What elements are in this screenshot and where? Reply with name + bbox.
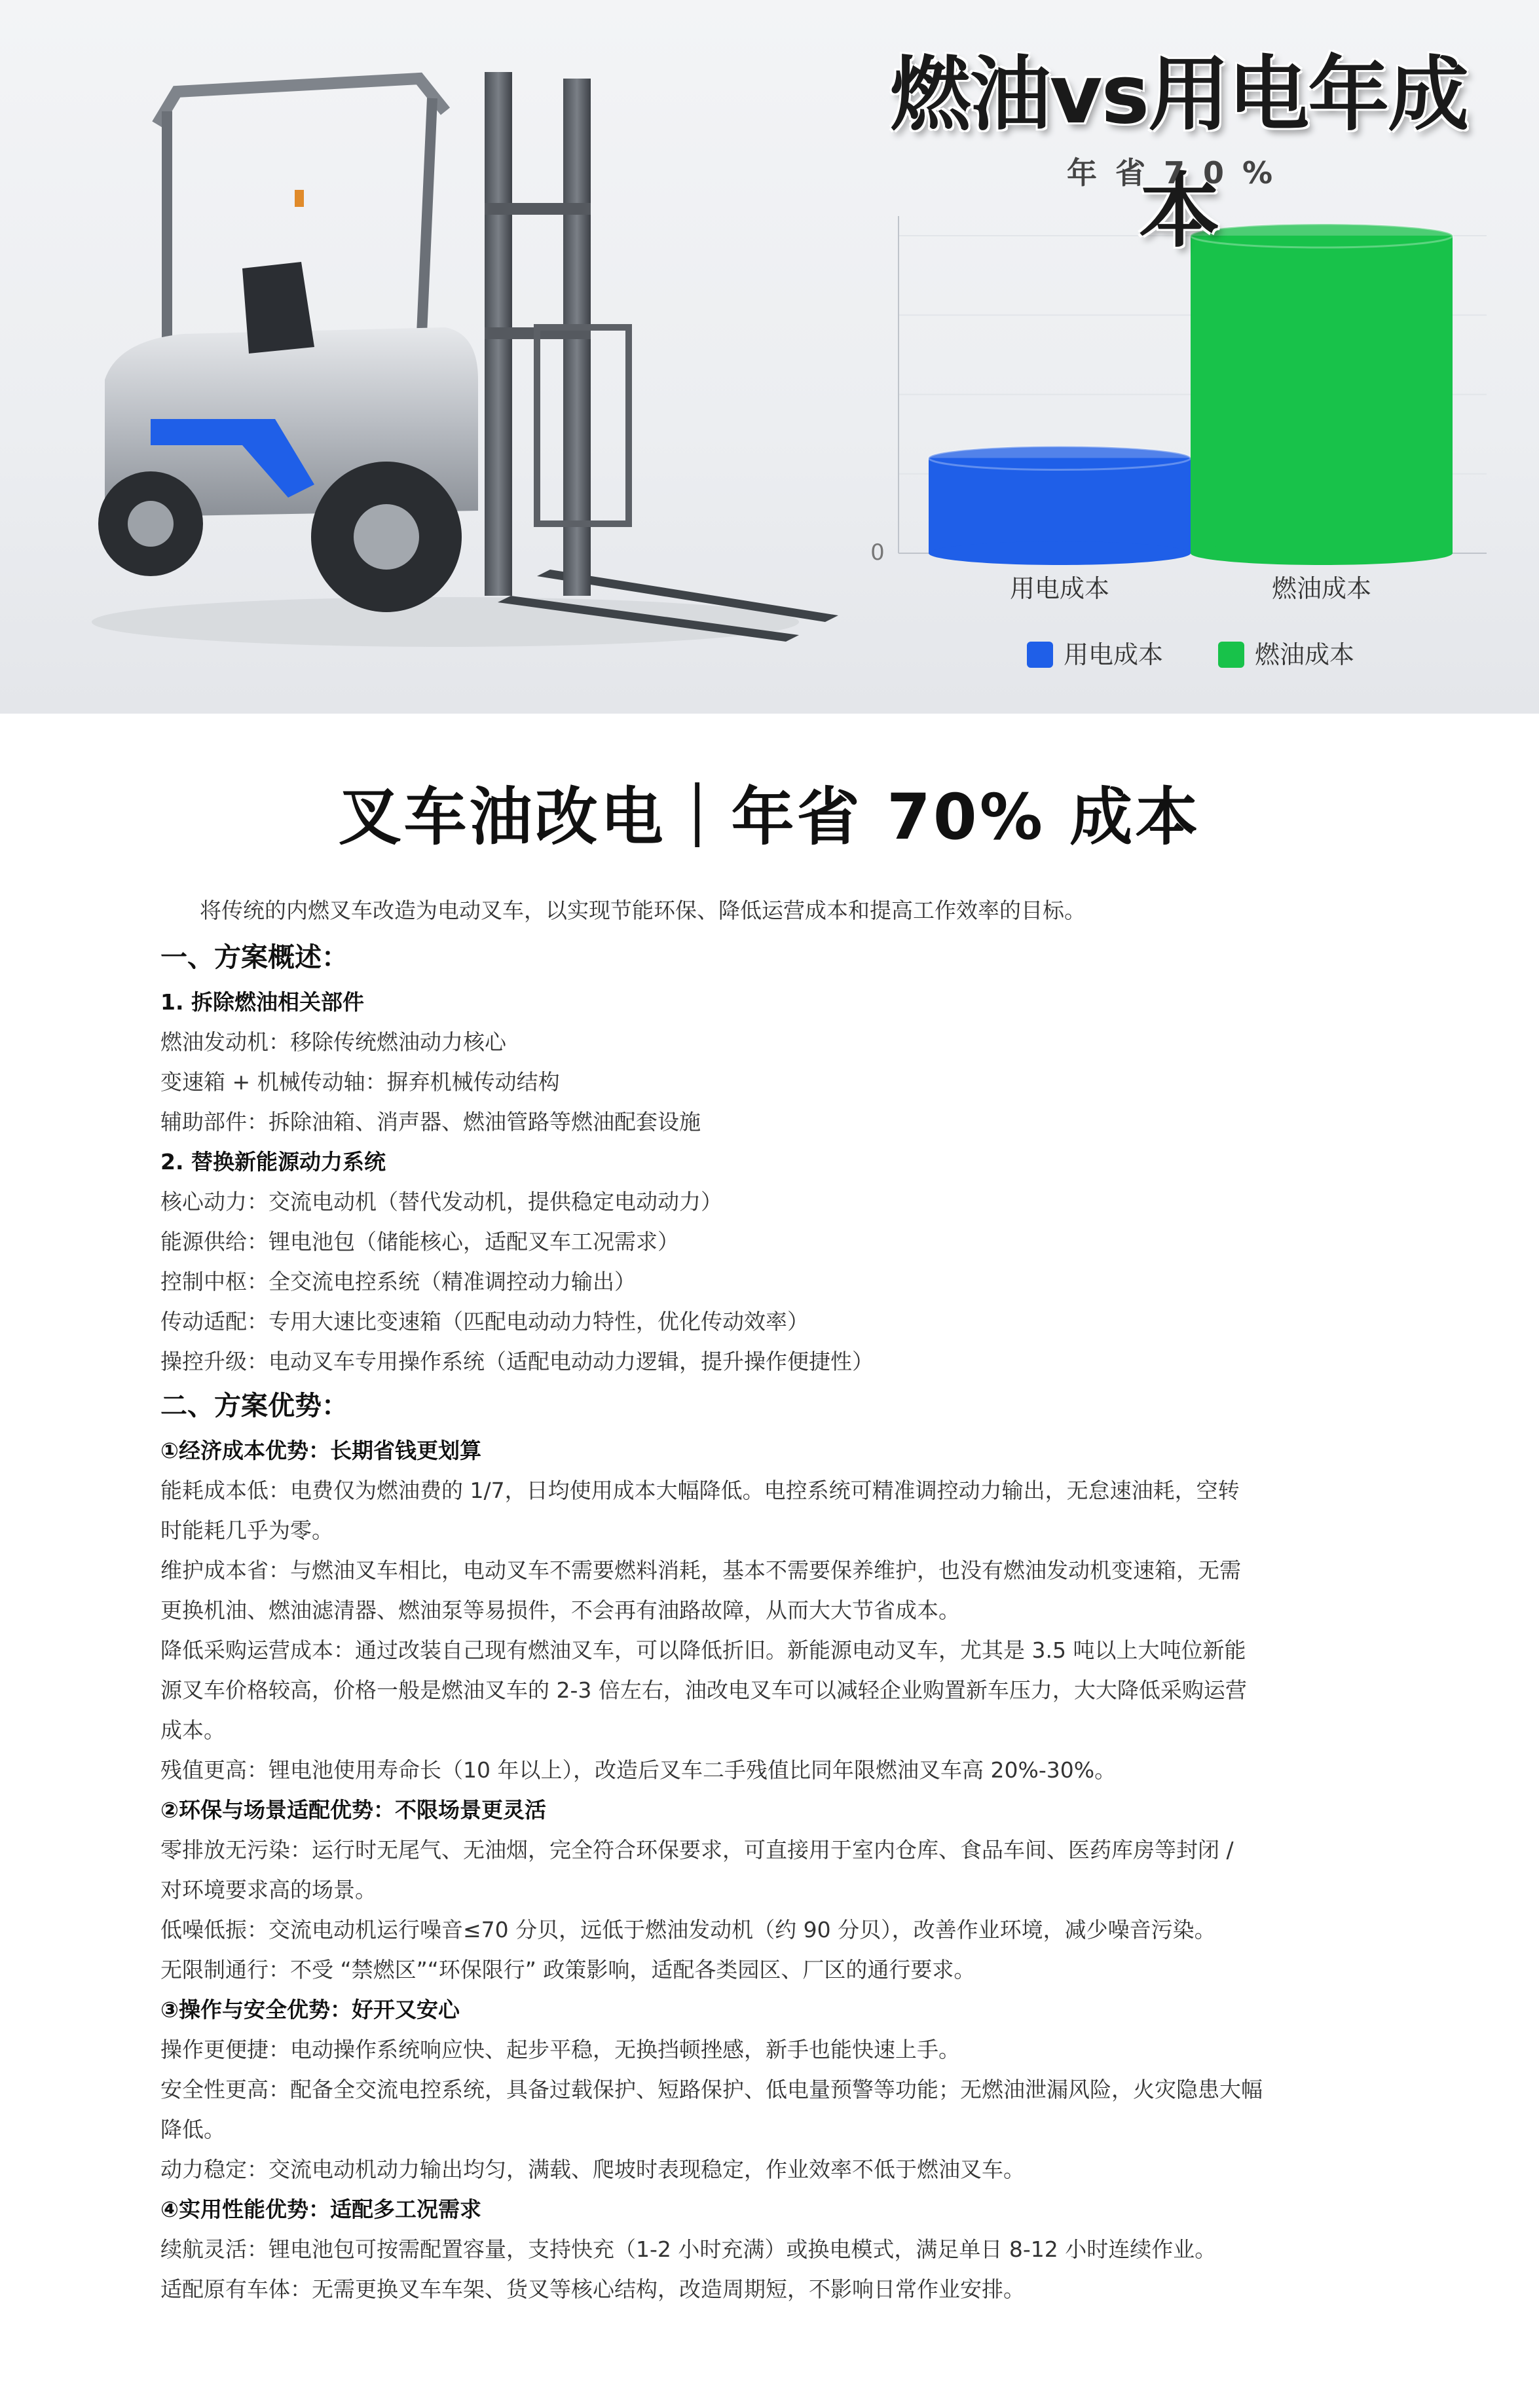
text-line: 降低采购运营成本：通过改装自己现有燃油叉车，可以降低折旧。新能源电动叉车，尤其是 3.5 吨以上大吨位新能 (160, 1637, 1246, 1663)
article-body (160, 890, 1392, 2309)
text-line: 控制中枢：全交流电控系统（精准调控动力输出） (160, 1269, 636, 1294)
hero-banner (0, 0, 1539, 714)
forklift-image (79, 52, 851, 655)
text-line: 零排放无污染：运行时无尾气、无油烟，完全符合环保要求，可直接用于室内仓库、食品车间、医药库房等封闭 / (160, 1837, 1234, 1863)
text-line: 能源供给：锂电池包（储能核心，适配叉车工况需求） (160, 1229, 679, 1254)
text-line: 操作更便捷：电动操作系统响应快、起步平稳，无换挡顿挫感，新手也能快速上手。 (160, 2037, 960, 2062)
text-line: 核心动力：交流电动机（替代发动机，提供稳定电动动力） (160, 1189, 722, 1214)
chart-subtitle: 年省70% (1066, 155, 1291, 191)
text-line: 无限制通行：不受 “禁燃区”“环保限行” 政策影响，适配各类园区、厂区的通行要求。 (160, 1957, 976, 1982)
bar-fuel (1191, 236, 1453, 553)
text-line: 传动适配：专用大速比变速箱（匹配电动动力特性，优化传动效率） (160, 1309, 809, 1334)
y-tick-label: 0 (870, 539, 885, 566)
text-line: 适配原有车体：无需更换叉车车架、货叉等核心结构，改造周期短，不影响日常作业安排。 (160, 2276, 1025, 2302)
subsection-heading: 1. 拆除燃油相关部件 (160, 989, 364, 1015)
text-line: 能耗成本低：电费仅为燃油费的 1/7，日均使用成本大幅降低。电控系统可精准调控动力输出，无怠速油耗，空转 (160, 1478, 1240, 1503)
x-tick-label: 燃油成本 (1271, 574, 1372, 603)
text-line: 对环境要求高的场景。 (160, 1877, 377, 1903)
text-line: 安全性更高：配备全交流电控系统，具备过载保护、短路保护、低电量预警等功能；无燃油泄漏风险，火灾隐患大幅 (160, 2077, 1263, 2102)
text-line: 源叉车价格较高，价格一般是燃油叉车的 2-3 倍左右，油改电叉车可以减轻企业购置新车压力，大大降低采购运营 (160, 1677, 1247, 1703)
text-line: 成本。 (160, 1717, 225, 1743)
text-line: 维护成本省：与燃油叉车相比，电动叉车不需要燃料消耗，基本不需要保养维护，也没有燃油发动机变速箱，无需 (160, 1558, 1241, 1583)
text-line: 残值更高：锂电池使用寿命长（10 年以上），改造后叉车二手残值比同年限燃油叉车高 20%-30%。 (160, 1757, 1117, 1783)
section-heading: 二、方案优势： (160, 1390, 348, 1421)
bar-base (929, 541, 1191, 565)
page-title: 叉车油改电｜年省 70% 成本 (338, 780, 1201, 854)
bar-top (929, 447, 1191, 470)
chart-title: 燃油vs用电年成本 (889, 48, 1468, 259)
subsection-heading: 2. 替换新能源动力系统 (160, 1149, 386, 1175)
text-line: 动力稳定：交流电动机动力输出均匀，满载、爬坡时表现稳定，作业效率不低于燃油叉车。 (160, 2157, 1025, 2182)
legend-swatch (1218, 642, 1244, 668)
section-heading: 一、方案概述： (160, 941, 348, 973)
legend-label: 燃油成本 (1255, 640, 1355, 669)
legend-label: 用电成本 (1064, 640, 1164, 669)
legend-swatch (1027, 642, 1053, 668)
text-line: 燃油发动机：移除传统燃油动力核心 (160, 1029, 506, 1055)
text-line: 操控升级：电动叉车专用操作系统（适配电动动力逻辑，提升操作便捷性） (160, 1349, 874, 1374)
text-line: 降低。 (160, 2117, 225, 2142)
text-line: 辅助部件：拆除油箱、消声器、燃油管路等燃油配套设施 (160, 1109, 701, 1135)
text-line: 变速箱 + 机械传动轴：摒弃机械传动结构 (160, 1069, 560, 1095)
intro-paragraph: 将传统的内燃叉车改造为电动叉车，以实现节能环保、降低运营成本和提高工作效率的目标。 (200, 898, 1086, 923)
text-line: 续航灵活：锂电池包可按需配置容量，支持快充（1-2 小时充满）或换电模式，满足单日 8-12 小时连续作业。 (160, 2236, 1217, 2262)
subsection-heading: ①经济成本优势：长期省钱更划算 (160, 1438, 481, 1463)
x-tick-label: 用电成本 (1009, 574, 1110, 603)
bar-base (1191, 541, 1453, 565)
bar-electric (929, 458, 1191, 554)
subsection-heading: ④实用性能优势：适配多工况需求 (160, 2197, 481, 2222)
text-line: 更换机油、燃油滤清器、燃油泵等易损件，不会再有油路故障，从而大大节省成本。 (160, 1597, 960, 1623)
subsection-heading: ②环保与场景适配优势：不限场景更灵活 (160, 1797, 546, 1823)
text-line: 时能耗几乎为零。 (160, 1518, 333, 1543)
subsection-heading: ③操作与安全优势：好开又安心 (160, 1997, 460, 2022)
text-line: 低噪低振：交流电动机运行噪音≤70 分贝，远低于燃油发动机（约 90 分贝），改善作业环境，减少噪音污染。 (160, 1917, 1216, 1943)
